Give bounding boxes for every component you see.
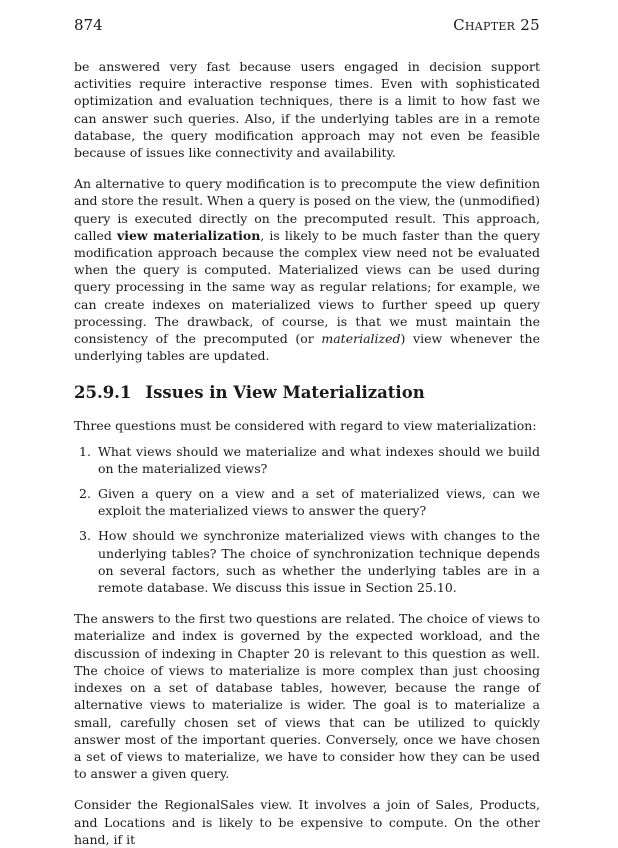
section-number: 25.9.1 [74, 383, 132, 403]
list-item-text: Given a query on a view and a set of materialized views, can we exploit the materialized views to answer the query? [98, 486, 540, 519]
chapter-label: Chapter 25 [453, 16, 540, 34]
paragraph-continuation: be answered very fast because users engaged in decision support activities require interactive response times. Even with sophisticated optimization and evaluation techniques, there is a limit to how fast we can answer such queries. Also, if the underlying tables are in a remote database, the query modification approach may not even be feasible because of issues like connectivity and availability. [74, 59, 540, 161]
paragraph-intro-questions: Three questions must be considered with regard to view materialization: [74, 418, 537, 434]
running-head [74, 16, 540, 36]
list-item [74, 443, 540, 477]
paragraph-text: ) view whenever the underlying tables are updated. [74, 331, 540, 364]
list-item-number: 2. [79, 486, 91, 502]
paragraph-regional-sales: Consider the RegionalSales view. It involves a join of Sales, Products, and Locations and is likely to be expensive to compute. On the other hand, if it [74, 797, 540, 847]
paragraph-view-materialization [74, 175, 540, 364]
list-item-text: How should we synchronize materialized views with changes to the underlying tables? The choice of synchronization technique depends on several factors, such as whether the underlying tables are in a remote database. We discuss this issue in Section 25.10. [98, 528, 540, 596]
list-item-text: What views should we materialize and what indexes should we build on the materialized views? [98, 443, 540, 476]
section-heading [74, 383, 540, 403]
body-text [74, 58, 540, 848]
paragraph-text: , is likely to be much faster than the query modification approach because the complex view need not be evaluated when the query is computed. Materialized views can be used during query processing in the same way as regular relations; for example, we can create indexes on materialized views to further speed up query processing. The drawback, of course, is that we must maintain the consistency of the precomputed (or [74, 227, 540, 347]
questions-list [74, 443, 540, 597]
page-number: 874 [74, 16, 103, 34]
paragraph-answers: The answers to the first two questions are related. The choice of views to materialize and index is governed by the expected workload, and the discussion of indexing in Chapter 20 is relevant to this question as well. The choice of views to materialize is more complex than just choosing indexes on a set of database tables, however, because the range of alternative views to materialize is wider. The goal is to materialize a small, carefully chosen set of views that can be utilized to quickly answer most of the important queries. Conversely, once we have chosen a set of views to materialize, we have to consider how they can be used to answer a given query. [74, 611, 540, 782]
list-item-number: 3. [79, 528, 91, 544]
list-item [74, 527, 540, 596]
emphasized-term: materialized [321, 331, 401, 347]
paragraph-text: An alternative to query modification is to precompute the view definition and store the result. When a query is posed on the view, the (unmodified) query is executed directly on the precomputed result. This approach, called [74, 176, 540, 243]
defined-term: view materialization [116, 227, 261, 243]
list-item-number: 1. [79, 443, 91, 459]
list-item [74, 485, 540, 519]
section-title: Issues in View Materialization [145, 383, 425, 403]
